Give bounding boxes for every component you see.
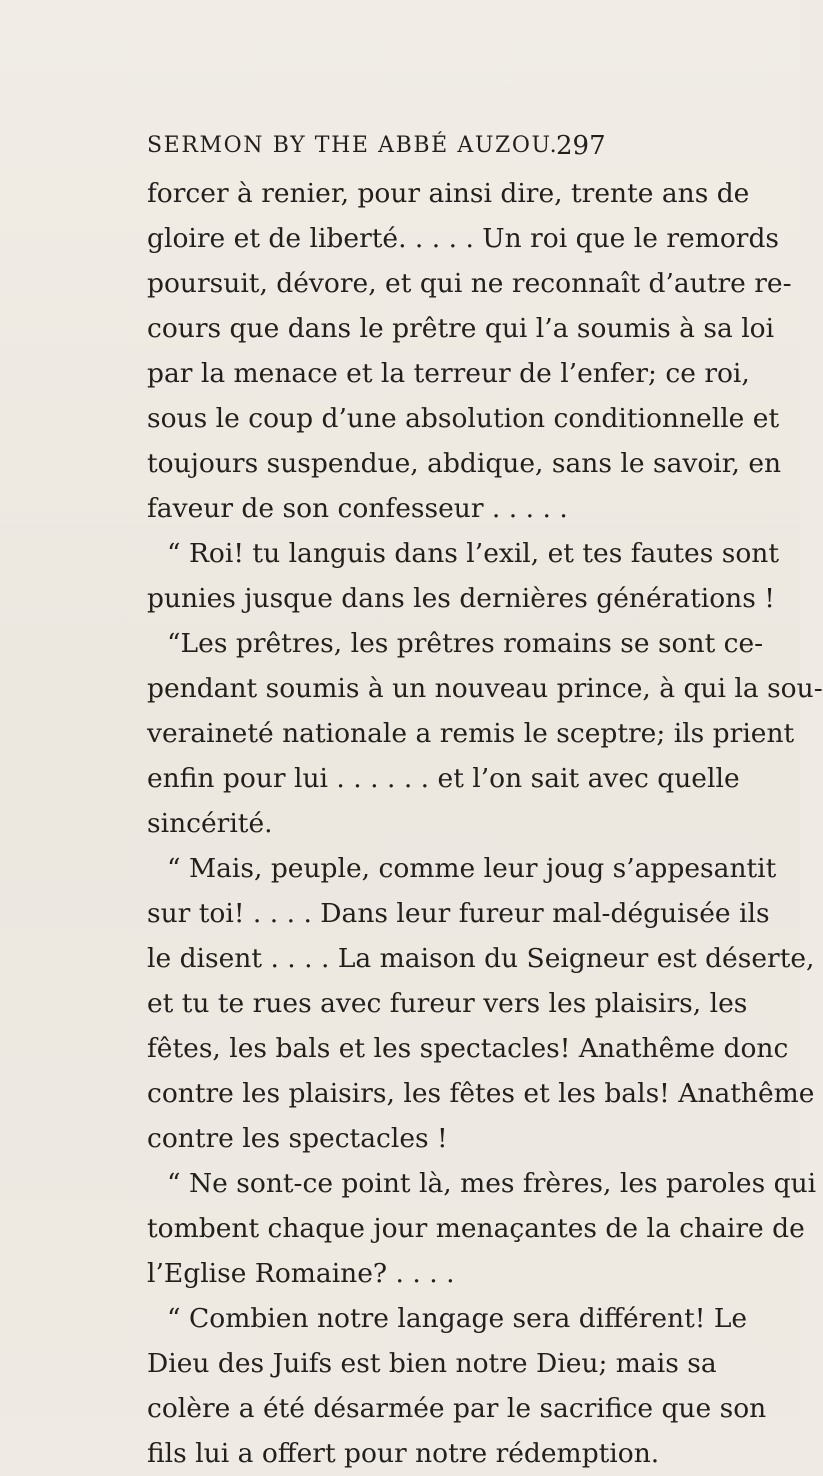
text-line: contre les plaisirs, les fêtes et les bals! Anathême xyxy=(147,1078,815,1109)
text-line: l’Eglise Romaine? . . . . xyxy=(147,1258,455,1289)
text-line: enfin pour lui . . . . . . et l’on sait avec quelle xyxy=(147,763,740,794)
text-line: contre les spectacles ! xyxy=(147,1123,448,1154)
text-line: sous le coup d’une absolution conditionnelle et xyxy=(147,403,780,434)
text-line: cours que dans le prêtre qui l’a soumis à sa loi xyxy=(147,313,775,344)
text-line: veraineté nationale a remis le sceptre; ils prient xyxy=(147,718,795,749)
text-line: faveur de son confesseur . . . . . xyxy=(147,493,568,524)
text-line: “ Ne sont-ce point là, mes frères, les paroles qui xyxy=(167,1168,817,1199)
text-line: Dieu des Juifs est bien notre Dieu; mais sa xyxy=(147,1348,717,1379)
text-line: pendant soumis à un nouveau prince, à qui la sou- xyxy=(147,673,823,704)
text-line: “ Combien notre langage sera différent! Le xyxy=(167,1303,748,1334)
text-line: “Les prêtres, les prêtres romains se sont ce- xyxy=(167,628,764,659)
text-line: “ Roi! tu languis dans l’exil, et tes fautes sont xyxy=(167,538,780,569)
text-line: “ Mais, peuple, comme leur joug s’appesantit xyxy=(167,853,777,884)
text-line: poursuit, dévore, et qui ne reconnaît d’autre re- xyxy=(147,268,792,299)
page-number: 297 xyxy=(556,131,606,161)
text-line: punies jusque dans les dernières générations ! xyxy=(147,583,775,614)
text-line: et tu te rues avec fureur vers les plaisirs, les xyxy=(147,988,748,1019)
page-header xyxy=(0,126,800,166)
text-line: par la menace et la terreur de l’enfer; ce roi, xyxy=(147,358,750,389)
text-line: tombent chaque jour menaçantes de la chaire de xyxy=(147,1213,805,1244)
text-line: fêtes, les bals et les spectacles! Anathême donc xyxy=(147,1033,789,1064)
running-head: SERMON BY THE ABBÉ AUZOU. xyxy=(147,133,559,158)
text-line: fils lui a offert pour notre rédemption. xyxy=(147,1438,660,1469)
text-line: le disent . . . . La maison du Seigneur est déserte, xyxy=(147,943,815,974)
text-line: colère a été désarmée par le sacrifice que son xyxy=(147,1393,767,1424)
text-line: gloire et de liberté. . . . . Un roi que le remords xyxy=(147,223,780,254)
text-line: sur toi! . . . . Dans leur fureur mal-déguisée ils xyxy=(147,898,770,929)
text-line: forcer à renier, pour ainsi dire, trente ans de xyxy=(147,178,750,209)
text-line: toujours suspendue, abdique, sans le savoir, en xyxy=(147,448,782,479)
text-line: sincérité. xyxy=(147,808,273,839)
